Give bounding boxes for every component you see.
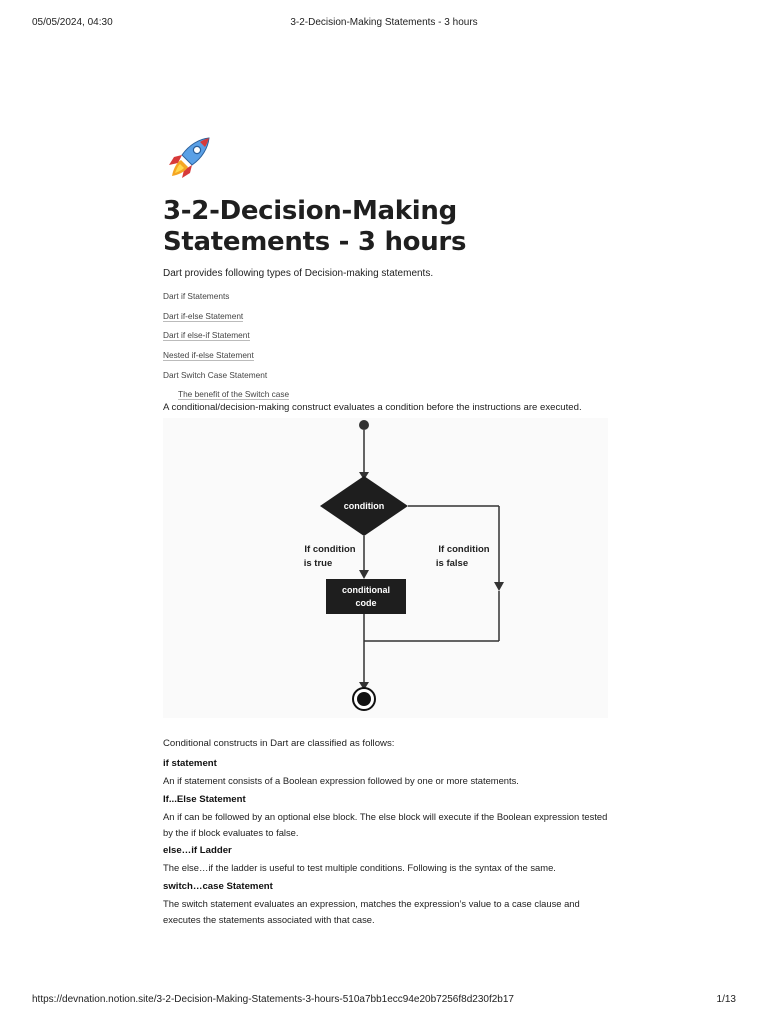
section-body: The else…if the ladder is useful to test multiple conditions. Following is the syntax of the same. [163, 862, 556, 873]
toc-item-if-else-if[interactable]: Dart if else-if Statement [163, 330, 250, 341]
section-title: If...Else Statement [163, 794, 246, 805]
toc-item-if[interactable]: Dart if Statements [163, 291, 230, 301]
construct-text: A conditional/decision-making construct evaluates a condition before the instructions are executed. [163, 402, 582, 413]
print-doc-title: 3-2-Decision-Making Statements - 3 hours [290, 17, 478, 28]
toc-item-nested-if-else[interactable]: Nested if-else Statement [163, 350, 254, 361]
toc-item-switch-case[interactable]: Dart Switch Case Statement [163, 369, 268, 380]
page-title: 3-2-Decision-Making Statements - 3 hours [163, 196, 467, 257]
page-number: 1/13 [716, 994, 736, 1005]
section-title: switch…case Statement [163, 881, 273, 892]
table-of-contents [163, 287, 613, 405]
print-datetime: 05/05/2024, 04:30 [32, 17, 113, 28]
section-body: An if statement consists of a Boolean expression followed by one or more statements. [163, 775, 519, 786]
section-switch-case [163, 880, 613, 928]
toc-item-switch-benefit[interactable]: The benefit of the Switch case [178, 389, 290, 400]
condition-label: condition [343, 501, 385, 511]
section-if-else [163, 793, 613, 841]
true-label-line1: If condition [304, 544, 356, 555]
false-label-line2: is false [435, 558, 469, 569]
section-title: else…if Ladder [163, 845, 232, 856]
section-body: The switch statement evaluates an expression, matches the expression’s value to a case clause and executes the statements associated with that case. [163, 898, 580, 925]
section-else-if-ladder [163, 844, 613, 876]
page-content [163, 133, 613, 405]
rocket-icon [163, 133, 215, 185]
true-label-line2: is true [303, 558, 333, 569]
section-if-statement [163, 757, 613, 789]
intro-text: Dart provides following types of Decision-making statements. [163, 268, 434, 279]
section-body: An if can be followed by an optional else block. The else block will execute if the Boolean expression tested by the if block evaluates to false. [163, 811, 608, 838]
false-label-line1: If condition [438, 544, 490, 555]
start-node [359, 420, 369, 430]
page-url: https://devnation.notion.site/3-2-Decision-Making-Statements-3-hours-510a7bb1ecc94e20b7256f8d230f2b17 [32, 994, 514, 1005]
classified-text: Conditional constructs in Dart are classified as follows: [163, 738, 395, 749]
section-title: if statement [163, 758, 217, 769]
flowchart-diagram [163, 418, 608, 718]
code-label-line2: code [355, 598, 377, 608]
code-label-line1: conditional [342, 585, 390, 595]
toc-item-if-else[interactable]: Dart if-else Statement [163, 310, 244, 321]
